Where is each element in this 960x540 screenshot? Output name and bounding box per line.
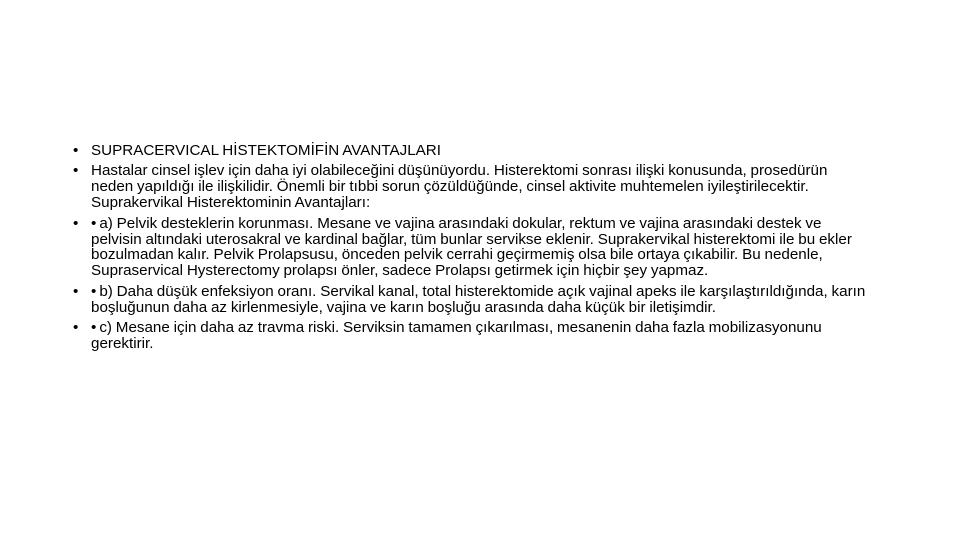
bullet-text: b) Daha düşük enfeksiyon oranı. Servikal kanal, total histerektomide açık vajinal apeks ile karşılaştırıldığında, karın boşluğunun daha az kirlenmesiyle, vajina ve karın boşluğu arasında daha küçük bir iletişimdir. bbox=[91, 282, 866, 316]
bullet-text: Hastalar cinsel işlev için daha iyi olabileceğini düşünüyordu. Histerektomi sonrası ilişki konusunda, prosedürün neden yapıldığı ile ilişkilidir. Önemli bir tıbbi sorun çözüldüğünde, cinsel aktivite muhtemelen iyileştirilecektir. Suprakervikal Histerektominin Avantajları: bbox=[91, 162, 828, 212]
bullet-list bbox=[72, 143, 868, 356]
bullet-item-title bbox=[72, 143, 868, 159]
bullet-item-intro bbox=[72, 163, 868, 211]
inline-bullet-glyph: • bbox=[91, 319, 97, 337]
bullet-text: SUPRACERVICAL HİSTEKTOMİFİN AVANTAJLARI bbox=[91, 142, 441, 159]
bullet-text: c) Mesane için daha az travma riski. Serviksin tamamen çıkarılması, mesanenin daha fazla mobilizasyonunu gerektirir. bbox=[91, 319, 822, 352]
bullet-text: a) Pelvik desteklerin korunması. Mesane ve vajina arasındaki dokular, rektum ve vajina arasındaki destek ve pelvisin altındaki uterosakral ve kardinal bağlar, tüm bunlar servikse eklenir. Suprakervikal histerektomi ile bu ekler bozulmadan kalır. Pelvik Prolapsusu, önceden pelvik cerrahi geçirmemiş olsa bile ortaya çıkabilir. Bu nedenle, Supraservical Hysterectomy prolapsı önler, sadece Prolapsı getirmek için hiçbir şey yapmaz. bbox=[91, 214, 852, 280]
bullet-item-c bbox=[72, 320, 868, 352]
bullet-item-a bbox=[72, 216, 868, 280]
bullet-item-b bbox=[72, 284, 868, 316]
inline-bullet-glyph: • bbox=[91, 214, 97, 232]
inline-bullet-glyph: • bbox=[91, 282, 97, 300]
